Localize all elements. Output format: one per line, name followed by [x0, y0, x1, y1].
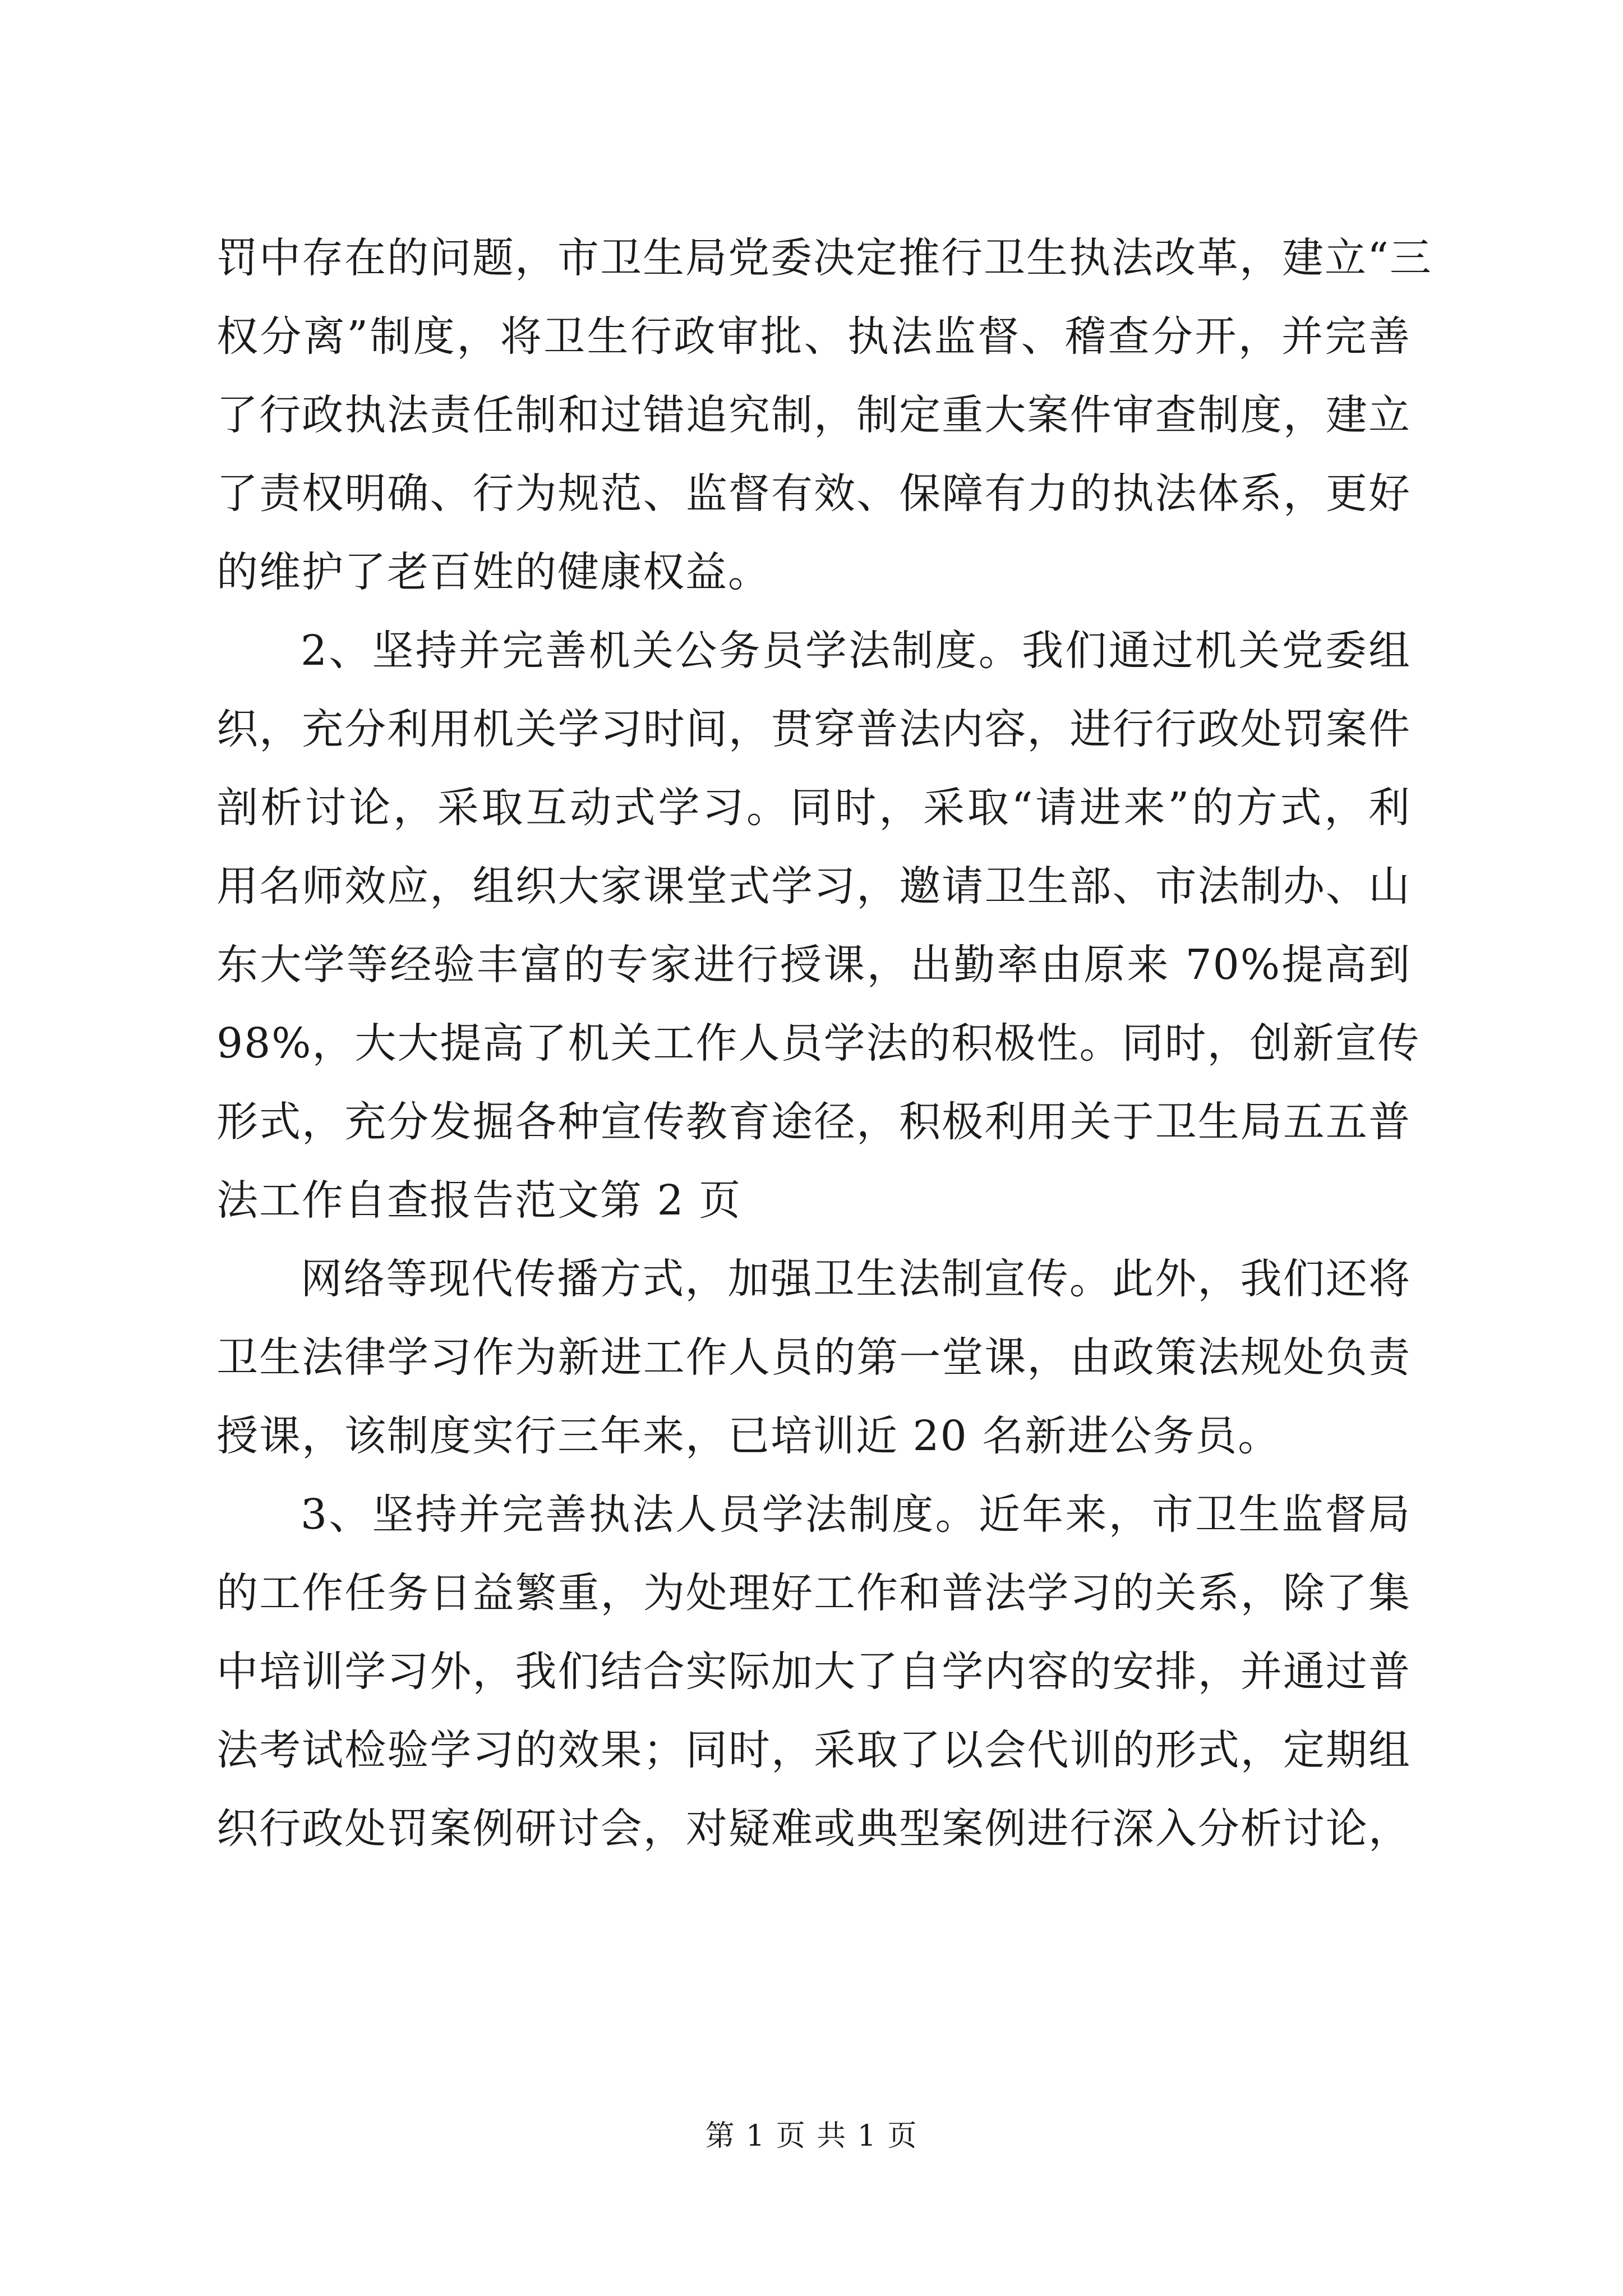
text-line: 卫生法律学习作为新进工作人员的第一堂课，由政策法规处负责 — [216, 1333, 1411, 1382]
text-line: 了行政执法责任制和过错追究制，制定重大案件审查制度，建立 — [216, 391, 1411, 439]
paragraph-4 — [216, 1475, 1411, 1868]
text-line: 3、坚持并完善执法人员学法制度。近年来，市卫生监督局 — [301, 1490, 1411, 1539]
text-line: 罚中存在的问题，市卫生局党委决定推行卫生执法改革，建立“三 — [216, 234, 1432, 282]
text-line: 授课，该制度实行三年来，已培训近 20 名新进公务员。 — [216, 1412, 1281, 1460]
text-line: 织，充分利用机关学习时间，贯穿普法内容，进行行政处罚案件 — [216, 705, 1411, 753]
paragraph-1 — [216, 219, 1432, 611]
text-line: 东大学等经验丰富的专家进行授课，出勤率由原来 70%提高到 — [216, 941, 1411, 989]
text-line: 的维护了老百姓的健康权益。 — [216, 548, 771, 596]
text-line: 权分离”制度，将卫生行政审批、执法监督、稽查分开，并完善 — [216, 312, 1411, 361]
text-line: 网络等现代传播方式，加强卫生法制宣传。此外，我们还将 — [301, 1255, 1411, 1303]
text-line: 形式，充分发掘各种宣传教育途径，积极利用关于卫生局五五普 — [216, 1098, 1411, 1146]
document-body — [216, 219, 1432, 1868]
page-footer: 第 1 页 共 1 页 — [705, 2119, 918, 2153]
text-line: 织行政处罚案例研讨会，对疑难或典型案例进行深入分析讨论， — [216, 1805, 1411, 1853]
paragraph-2 — [216, 611, 1421, 1240]
text-line: 的工作任务日益繁重，为处理好工作和普法学习的关系，除了集 — [216, 1569, 1411, 1617]
text-line: 法考试检验学习的效果；同时，采取了以会代训的形式，定期组 — [216, 1726, 1411, 1774]
text-line: 中培训学习外，我们结合实际加大了自学内容的安排，并通过普 — [216, 1648, 1411, 1696]
text-line: 了责权明确、行为规范、监督有效、保障有力的执法体系，更好 — [216, 470, 1411, 518]
text-line: 98%，大大提高了机关工作人员学法的积极性。同时，创新宣传 — [216, 1019, 1421, 1068]
text-line: 2、坚持并完善机关公务员学法制度。我们通过机关党委组 — [301, 627, 1411, 675]
text-line: 法工作自查报告范文第 2 页 — [216, 1176, 742, 1225]
text-line: 剖析讨论，采取互动式学习。同时，采取“请进来”的方式，利 — [216, 784, 1411, 832]
text-line: 用名师效应，组织大家课堂式学习，邀请卫生部、市法制办、山 — [216, 862, 1411, 910]
paragraph-3 — [216, 1240, 1411, 1475]
